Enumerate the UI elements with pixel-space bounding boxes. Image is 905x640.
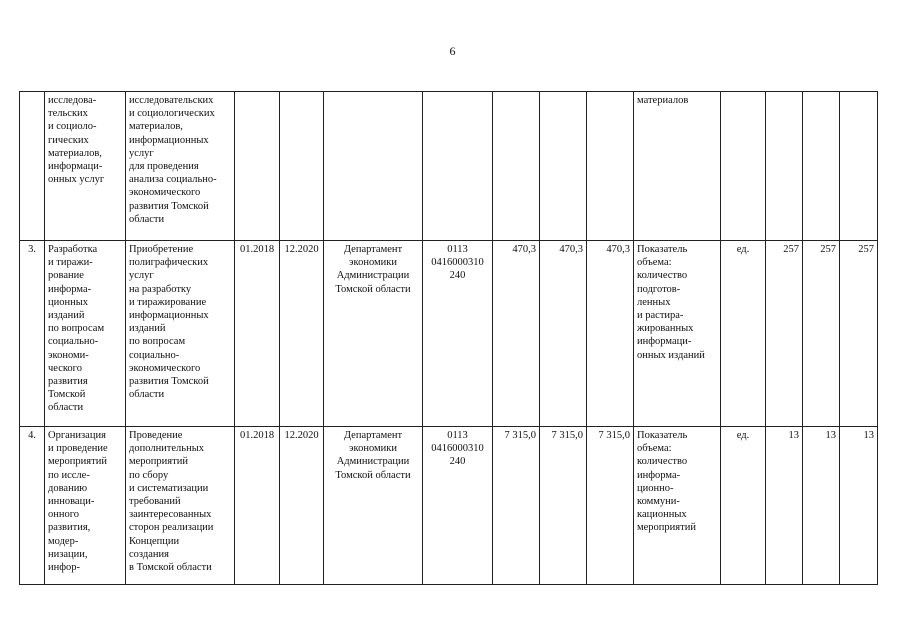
funding-total: 7 315,0 [493, 427, 540, 585]
end-date: 12.2020 [280, 241, 324, 427]
funding-year-1 [540, 92, 587, 241]
unit: ед. [721, 427, 766, 585]
start-date: 01.2018 [235, 427, 280, 585]
unit [721, 92, 766, 241]
funding-total: 470,3 [493, 241, 540, 427]
indicator-value-2: 257 [803, 241, 840, 427]
end-date: 12.2020 [280, 427, 324, 585]
task-name: Организация и проведение мероприятий по иссле- дованию инноваци- онного развития, модер- низации, инфор- [45, 427, 126, 585]
event-name: Проведение дополнительных мероприятий по сбору и систематизации требований заинтересованных сторон реализации Концепции создания в Томской области [126, 427, 235, 585]
funding-year-1: 7 315,0 [540, 427, 587, 585]
event-name: Приобретение полиграфических услуг на разработку и тиражирование информационных изданий по вопросам социально- экономического развития Томской области [126, 241, 235, 427]
funding-year-2: 7 315,0 [587, 427, 634, 585]
indicator-value-3: 13 [840, 427, 878, 585]
indicator-value-3: 257 [840, 241, 878, 427]
indicator-value-3 [840, 92, 878, 241]
executor: Департамент экономики Администрации Томской области [324, 427, 423, 585]
start-date [235, 92, 280, 241]
executor [324, 92, 423, 241]
task-name: исследова- тельских и социоло- гических материалов, информаци- онных услуг [45, 92, 126, 241]
funding-year-1: 470,3 [540, 241, 587, 427]
unit: ед. [721, 241, 766, 427]
table-row [20, 92, 878, 241]
table-row [20, 241, 878, 427]
indicator-value-2 [803, 92, 840, 241]
indicator-value-2: 13 [803, 427, 840, 585]
task-name: Разработка и тиражи- рование информа- ционных изданий по вопросам социально- экономи- ческого развития Томской области [45, 241, 126, 427]
row-number: 4. [20, 427, 45, 585]
indicator-value-1 [766, 92, 803, 241]
indicator-value-1: 257 [766, 241, 803, 427]
row-number: 3. [20, 241, 45, 427]
event-name: исследовательских и социологических материалов, информационных услуг для проведения анализа социально- экономического развития Томской области [126, 92, 235, 241]
indicator-name: Показатель объема: количество подготов- ленных и растира- жированных информаци- онных изданий [634, 241, 721, 427]
executor: Департамент экономики Администрации Томской области [324, 241, 423, 427]
funding-year-2 [587, 92, 634, 241]
funding-total [493, 92, 540, 241]
start-date: 01.2018 [235, 241, 280, 427]
table-row [20, 427, 878, 585]
funding-year-2: 470,3 [587, 241, 634, 427]
budget-code [423, 92, 493, 241]
budget-code: 0113 0416000310 240 [423, 427, 493, 585]
page-number: 6 [449, 44, 456, 58]
end-date [280, 92, 324, 241]
program-table [19, 91, 878, 585]
indicator-name: Показатель объема: количество информа- ционно- коммуни- кационных мероприятий [634, 427, 721, 585]
indicator-name: материалов [634, 92, 721, 241]
indicator-value-1: 13 [766, 427, 803, 585]
budget-code: 0113 0416000310 240 [423, 241, 493, 427]
row-number [20, 92, 45, 241]
